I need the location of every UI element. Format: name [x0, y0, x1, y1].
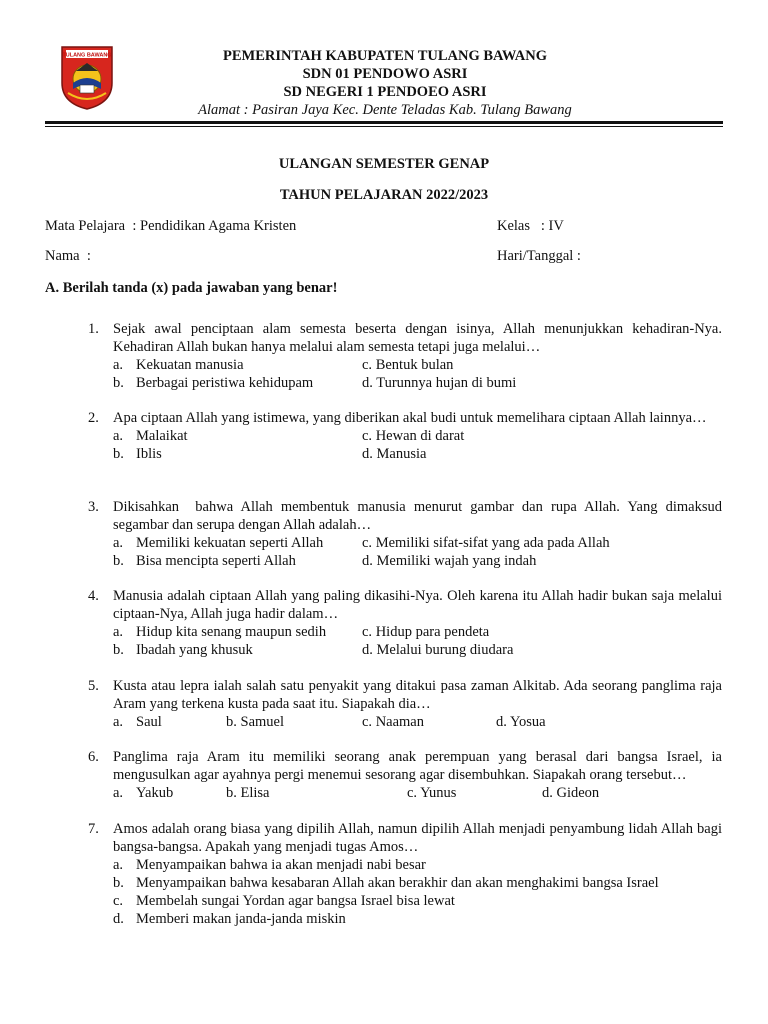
- question-number: 6.: [88, 749, 99, 765]
- question-stem: Apa ciptaan Allah yang istimewa, yang diberikan akal budi untuk memelihara ciptaan Allah lainnya…: [113, 410, 707, 426]
- question-number: 4.: [88, 588, 99, 604]
- option-c[interactable]: c. Memiliki sifat-sifat yang ada pada Allah: [362, 535, 610, 551]
- option-d[interactable]: d. Melalui burung diudara: [362, 642, 514, 658]
- header-divider: [45, 121, 723, 124]
- option-d[interactable]: d. Turunnya hujan di bumi: [362, 375, 517, 391]
- logo-lettering: TULANG BAWANG: [62, 52, 112, 59]
- option-d[interactable]: d. Memiliki wajah yang indah: [362, 553, 537, 569]
- question-stem: Dikisahkan bahwa Allah membentuk manusia menurut gambar dan rupa Allah. Yang dimaksud segambar dan serupa dengan Allah adalah…: [113, 499, 726, 533]
- option-a[interactable]: a. Malaikat: [113, 428, 188, 444]
- question-stem: Panglima raja Aram itu memiliki seorang anak perempuan yang berasal dari bangsa Israel, ia mengusulkan agar ayahnya pergi menemui sesorang agar disembuhkan. Siapakah orang tersebut…: [113, 749, 722, 783]
- option-a[interactable]: a. Hidup kita senang maupun sedih: [113, 624, 327, 640]
- name-field: Nama :: [45, 248, 91, 264]
- option-b[interactable]: b. Ibadah yang khusuk: [113, 642, 253, 658]
- option-b[interactable]: b. Iblis: [113, 446, 162, 462]
- header-school-name-alt: SD NEGERI 1 PENDOEO ASRI: [283, 84, 487, 100]
- option-c[interactable]: c. Naaman: [362, 714, 424, 730]
- option-a[interactable]: a. Saul: [113, 714, 162, 730]
- instruction: A. Berilah tanda (x) pada jawaban yang benar!: [45, 280, 338, 296]
- class-field: Kelas : IV: [497, 218, 564, 234]
- question-stem: Sejak awal penciptaan alam semesta beserta dengan isinya, Allah menunjukkan kehadiran-Nya. Kehadiran Allah bukan hanya melalui alam semesta tetapi juga melalui…: [113, 321, 722, 355]
- header-divider-thin: [45, 126, 723, 127]
- option-c[interactable]: c. Yunus: [407, 785, 457, 801]
- option-c[interactable]: c. Membelah sungai Yordan agar bangsa Israel bisa lewat: [113, 893, 455, 909]
- question-number: 1.: [88, 321, 99, 337]
- option-a[interactable]: a. Menyampaikan bahwa ia akan menjadi nabi besar: [113, 857, 426, 873]
- header-government: PEMERINTAH KABUPATEN TULANG BAWANG: [223, 48, 547, 64]
- option-d[interactable]: d. Manusia: [362, 446, 427, 462]
- option-b[interactable]: b. Menyampaikan bahwa kesabaran Allah akan berakhir dan akan menghakimi bangsa Israel: [113, 875, 659, 891]
- option-c[interactable]: c. Bentuk bulan: [362, 357, 454, 373]
- question-stem: Manusia adalah ciptaan Allah yang paling dikasihi-Nya. Oleh karena itu Allah hadir bukan saja melalui ciptaan-Nya, Allah juga hadir dalam…: [113, 588, 722, 622]
- option-c[interactable]: c. Hidup para pendeta: [362, 624, 490, 640]
- option-b[interactable]: b. Samuel: [226, 714, 284, 730]
- question-3: [88, 498, 726, 570]
- question-number: 2.: [88, 410, 99, 426]
- option-d[interactable]: d. Yosua: [496, 714, 546, 730]
- exam-year: TAHUN PELAJARAN 2022/2023: [279, 187, 489, 203]
- school-emblem-logo: [58, 45, 116, 111]
- option-d[interactable]: d. Gideon: [542, 785, 600, 801]
- option-c[interactable]: c. Hewan di darat: [362, 428, 465, 444]
- question-2: [88, 409, 722, 463]
- header-school-name: SDN 01 PENDOWO ASRI: [302, 66, 468, 82]
- question-stem: Amos adalah orang biasa yang dipilih Allah, namun dipilih Allah menjadi penyambung lidah Allah bagi bangsa-bangsa. Apakah yang menjadi tugas Amos…: [113, 821, 722, 855]
- option-a[interactable]: a. Kekuatan manusia: [113, 357, 244, 373]
- question-stem: Kusta atau lepra ialah salah satu penyakit yang ditakui pasa zaman Alkitab. Ada seorang panglima raja Aram yang terkena kusta pada saat itu. Siapakah dia…: [113, 678, 722, 712]
- question-1: [88, 320, 722, 392]
- question-5: [88, 677, 722, 731]
- question-number: 5.: [88, 678, 99, 694]
- exam-title: ULANGAN SEMESTER GENAP: [278, 156, 490, 172]
- option-a[interactable]: a. Yakub: [113, 785, 174, 801]
- question-7: [88, 820, 722, 928]
- date-field: Hari/Tanggal :: [497, 248, 581, 264]
- question-6: [88, 748, 722, 802]
- question-number: 7.: [88, 821, 99, 837]
- option-b[interactable]: b. Bisa mencipta seperti Allah: [113, 553, 296, 569]
- question-number: 3.: [88, 499, 99, 515]
- option-b[interactable]: b. Berbagai peristiwa kehidupam: [113, 375, 314, 391]
- question-4: [88, 587, 722, 659]
- option-a[interactable]: a. Memiliki kekuatan seperti Allah: [113, 535, 324, 551]
- option-d[interactable]: d. Memberi makan janda-janda miskin: [113, 911, 346, 927]
- header-address: Alamat : Pasiran Jaya Kec. Dente Teladas Kab. Tulang Bawang: [198, 102, 572, 118]
- subject-field: Mata Pelajara : Pendidikan Agama Kristen: [45, 218, 297, 234]
- option-b[interactable]: b. Elisa: [226, 785, 270, 801]
